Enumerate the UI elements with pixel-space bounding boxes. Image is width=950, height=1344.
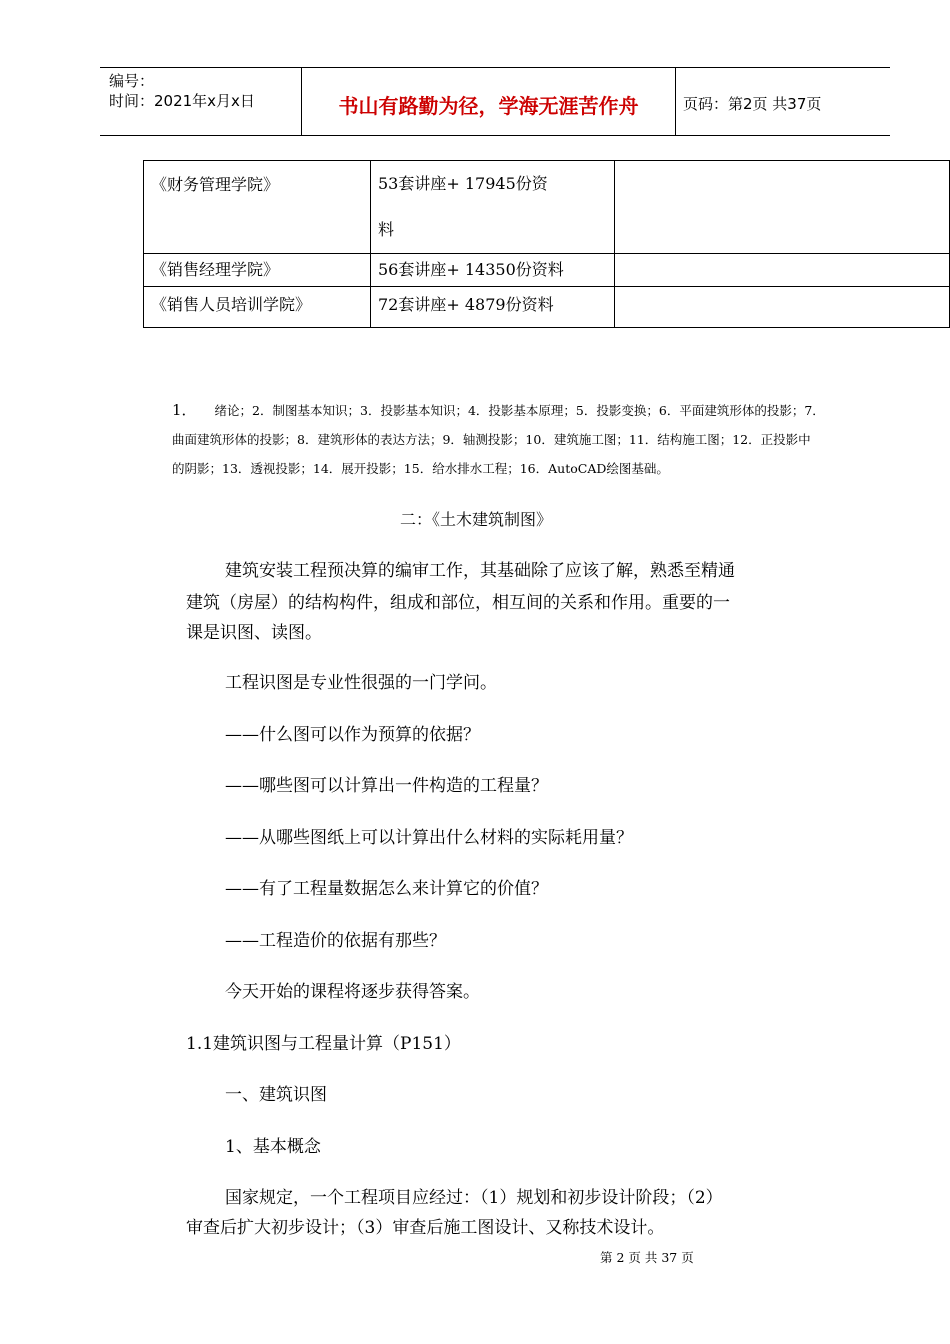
header-divider — [675, 68, 676, 135]
intro-line: 建筑（房屋）的结构构件，组成和部位，相互间的关系和作用。重要的一 — [186, 593, 730, 613]
table-row — [144, 254, 950, 287]
outline-number: 1． — [172, 401, 197, 419]
question-item: ——有了工程量数据怎么来计算它的价值？ — [225, 879, 548, 899]
outline-line: 曲面建筑形体的投影；8．建筑形体的表达方法；9．轴测投影；10．建筑施工图；11．结构施工图；12．正投影中 — [172, 432, 811, 447]
question-item: ——工程造价的依据有那些？ — [225, 931, 446, 951]
table-row — [144, 161, 950, 254]
table-row — [144, 287, 950, 328]
header-motto: 书山有路勤为径，学海无涯苦作舟 — [338, 94, 639, 118]
table-cell-note — [615, 287, 950, 328]
section-title: 二：《土木建筑制图》 — [400, 510, 553, 529]
page-info: 页码：第2页 共37页 — [683, 95, 822, 113]
header-top-rule — [100, 67, 890, 68]
table-cell-content-line: 料 — [378, 220, 395, 239]
table-cell-content — [371, 161, 615, 254]
question-item: ——从哪些图纸上可以计算出什么材料的实际耗用量？ — [225, 828, 633, 848]
document-number-label: 编号： — [109, 72, 155, 90]
heading-level-one: 一、建筑识图 — [225, 1085, 327, 1105]
table-cell-content-line: 53套讲座+ 17945份资 — [378, 174, 548, 193]
outline-line: 的阴影；13．透视投影；14．展开投影；15．给水排水工程；16．AutoCAD绘图基础。 — [172, 461, 669, 476]
table-cell-content: 56套讲座+ 14350份资料 — [371, 254, 615, 287]
table-cell-note — [615, 161, 950, 254]
table-cell-note — [615, 254, 950, 287]
subsection-heading: 1.1建筑识图与工程量计算（P151） — [186, 1034, 461, 1054]
header-bottom-rule — [100, 135, 890, 136]
paragraph: 工程识图是专业性很强的一门学问。 — [225, 673, 497, 693]
resource-table — [143, 160, 950, 328]
heading-level-two: 1、基本概念 — [225, 1137, 321, 1157]
intro-line: 建筑安装工程预决算的编审工作，其基础除了应该了解，熟悉至精通 — [225, 561, 735, 581]
intro-line: 课是识图、读图。 — [186, 623, 322, 643]
course-outline — [172, 396, 912, 483]
question-item: ——哪些图可以计算出一件构造的工程量？ — [225, 776, 548, 796]
table-cell-name: 《销售经理学院》 — [144, 254, 371, 287]
question-item: ——什么图可以作为预算的依据？ — [225, 725, 480, 745]
table-cell-content: 72套讲座+ 4879份资料 — [371, 287, 615, 328]
final-line: 国家规定，一个工程项目应经过：（1）规划和初步设计阶段；（2） — [225, 1188, 723, 1208]
paragraph: 今天开始的课程将逐步获得答案。 — [225, 982, 480, 1002]
table-cell-name: 《财务管理学院》 — [144, 161, 371, 254]
table-cell-name: 《销售人员培训学院》 — [144, 287, 371, 328]
outline-line: 1． 绪论；2．制图基本知识；3．投影基本知识；4．投影基本原理；5．投影变换；6．平面建筑形体的投影；7． — [172, 401, 825, 419]
document-time-label: 时间：2021年x月x日 — [109, 92, 255, 110]
page-footer: 第 2 页 共 37 页 — [600, 1250, 694, 1265]
final-line: 审查后扩大初步设计；（3）审查后施工图设计、又称技术设计。 — [186, 1218, 665, 1238]
